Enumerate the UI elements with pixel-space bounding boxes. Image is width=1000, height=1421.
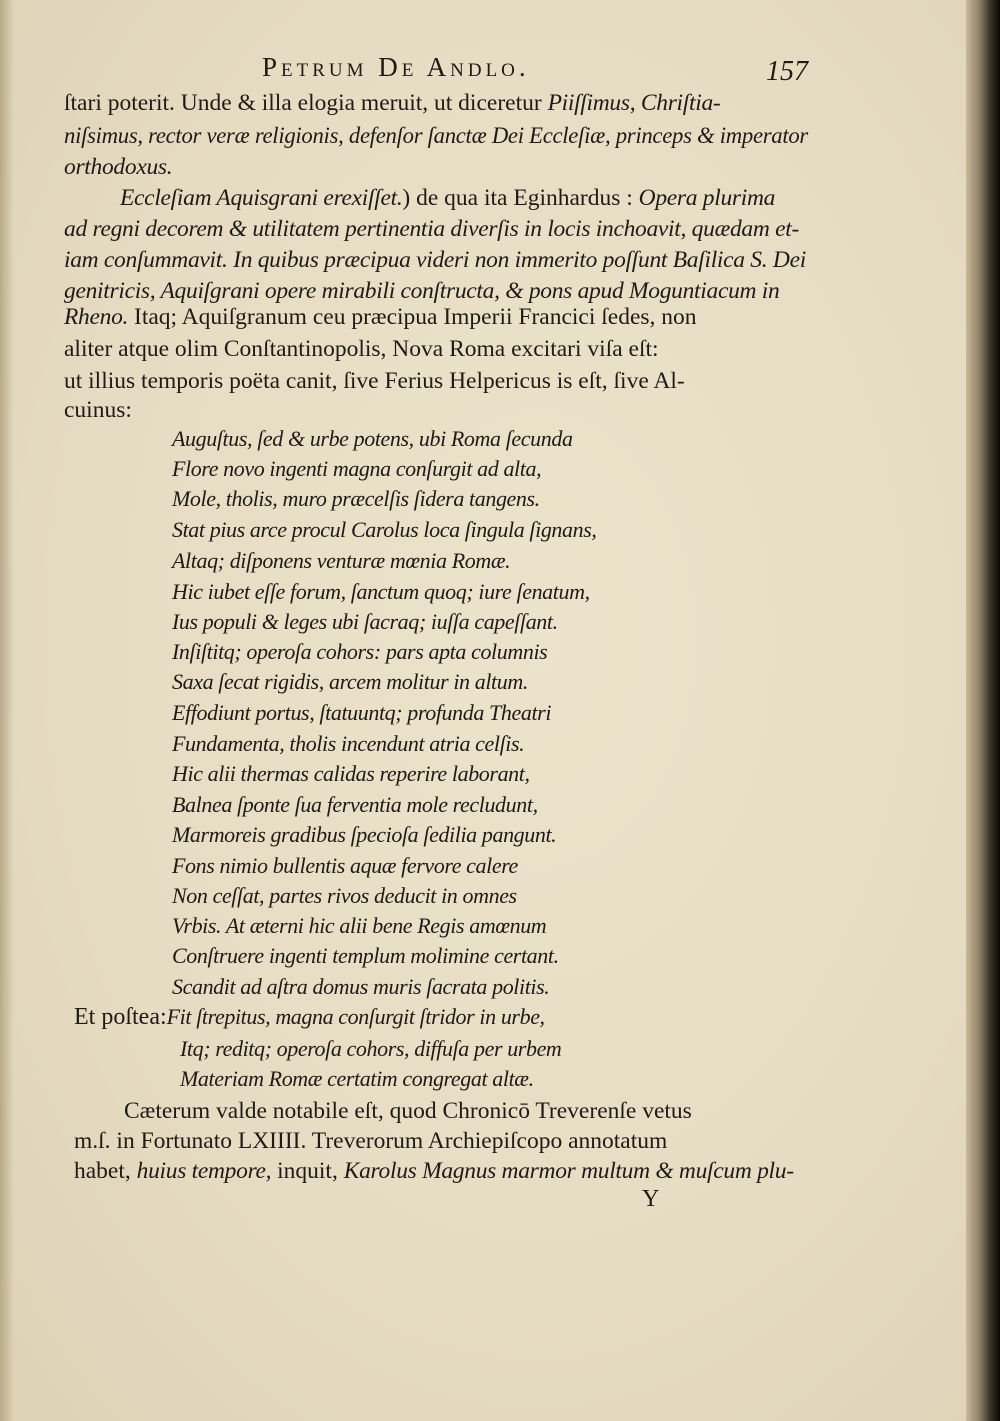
catchword: Y (642, 1186, 660, 1212)
text-line (124, 1096, 692, 1126)
page-number: 157 (766, 56, 808, 87)
verse-line: Stat pius arce procul Carolus loca ſingula ſignans, (172, 517, 597, 542)
text-italic: Piiſſimus, Chriſtia- (547, 90, 721, 116)
verse-line: Ius populi & leges ubi ſacraq; iuſſa capeſſant. (172, 609, 558, 634)
text-roman: ) de qua ita Eginhardus : (402, 185, 639, 211)
verse-line: Auguſtus, ſed & urbe potens, ubi Roma ſecunda (172, 426, 573, 451)
text-italic: genitricis, Aquiſgrani opere mirabili conſtructa, & pons apud Moguntiacum in (64, 278, 780, 304)
verse-line: Itq; reditq; operoſa cohors, diffuſa per urbem (180, 1036, 562, 1061)
verse-line: Marmoreis gradibus ſpecioſa ſedilia pangunt. (172, 822, 557, 847)
text-line (74, 1126, 667, 1156)
verse-line: Hic iubet eſſe forum, ſanctum quoq; iure ſenatum, (172, 579, 590, 604)
verse-line: Conſtruere ingenti templum molimine certant. (172, 943, 559, 968)
verse-line: Saxa ſecat rigidis, arcem molitur in altum. (172, 669, 528, 694)
text-italic: Eccleſiam Aquisgrani erexiſſet. (120, 185, 403, 211)
verse-line: Fit ſtrepitus, magna conſurgit ſtridor in urbe, (166, 1004, 545, 1029)
text-line (64, 245, 806, 275)
verse-line: Mole, tholis, muro præcelſis ſidera tangens. (172, 486, 540, 511)
text-roman: Cæterum valde notabile eſt, quod Chronicō Treverenſe vetus (124, 1098, 692, 1124)
text-line (64, 302, 697, 332)
text-italic: Rheno. (64, 304, 129, 330)
text-roman: aliter atque olim Conſtantinopolis, Nova Roma excitari viſa eſt: (64, 336, 659, 362)
text-line (120, 183, 775, 213)
text-roman: Itaq; Aquiſgranum ceu præcipua Imperii Francici ſedes, non (128, 304, 697, 330)
text-line (64, 152, 172, 182)
verse-line: Fons nimio bullentis aquæ fervore calere (172, 853, 518, 878)
running-head: Petrum De Andlo. (262, 52, 530, 82)
verse-line: Effodiunt portus, ſtatuuntq; profunda Theatri (172, 700, 552, 725)
text-line (64, 214, 799, 244)
text-line (64, 395, 132, 425)
text-italic: iam conſummavit. In quibus præcipua videri non immerito poſſunt Baſilica S. Dei (64, 247, 806, 273)
text-italic: ad regni decorem & utilitatem pertinentia diverſis in locis inchoavit, quædam et- (64, 216, 799, 242)
verse-line: Inſiſtitq; operoſa cohors: pars apta columnis (172, 639, 548, 664)
text-roman: inquit, (271, 1158, 344, 1184)
text-line (64, 88, 720, 118)
text-line (64, 334, 659, 364)
verse-line: Altaq; diſponens venturæ mœnia Romæ. (172, 548, 511, 573)
text-roman: cuinus: (64, 397, 132, 423)
verse-line: Vrbis. At æterni hic alii bene Regis amœnum (172, 913, 547, 938)
verse-line: Fundamenta, tholis incendunt atria celſis. (172, 731, 525, 756)
text-roman: ut illius temporis poëta canit, ſive Ferius Helpericus is eſt, ſive Al- (64, 368, 685, 394)
verse-line: Scandit ad aſtra domus muris ſacrata politis. (172, 974, 550, 999)
text-roman: m.ſ. in Fortunato LXIIII. Treverorum Archiepiſcopo annotatum (74, 1128, 668, 1154)
text-italic: Opera plurima (638, 185, 776, 211)
text-line (74, 1002, 545, 1032)
text-line (64, 366, 685, 396)
text-italic: huius tempore, (136, 1158, 272, 1184)
verse-line: Materiam Romæ certatim congregat altæ. (180, 1066, 534, 1091)
text-italic: orthodoxus. (64, 154, 173, 180)
text-line (74, 1156, 794, 1186)
text-roman: ſtari poterit. Unde & illa elogia meruit, ut diceretur (64, 90, 548, 116)
verse-line: Non ceſſat, partes rivos deducit in omnes (172, 883, 517, 908)
verse-line: Balnea ſponte ſua ferventia mole recludunt, (172, 792, 538, 817)
text-roman: Et poſtea: (74, 1004, 167, 1030)
text-italic: Karolus Magnus marmor multum & muſcum plu- (343, 1158, 794, 1184)
verse-line: Flore novo ingenti magna conſurgit ad alta, (172, 456, 542, 481)
verse-line: Hic alii thermas calidas reperire laborant, (172, 761, 530, 786)
text-line (64, 121, 808, 151)
page-edge-shadow (966, 0, 1000, 1421)
text-roman: habet, (74, 1158, 137, 1184)
text-italic: niſsimus, rector veræ religionis, defenſor ſanctæ Dei Eccleſiæ, princeps & imperator (64, 123, 808, 149)
